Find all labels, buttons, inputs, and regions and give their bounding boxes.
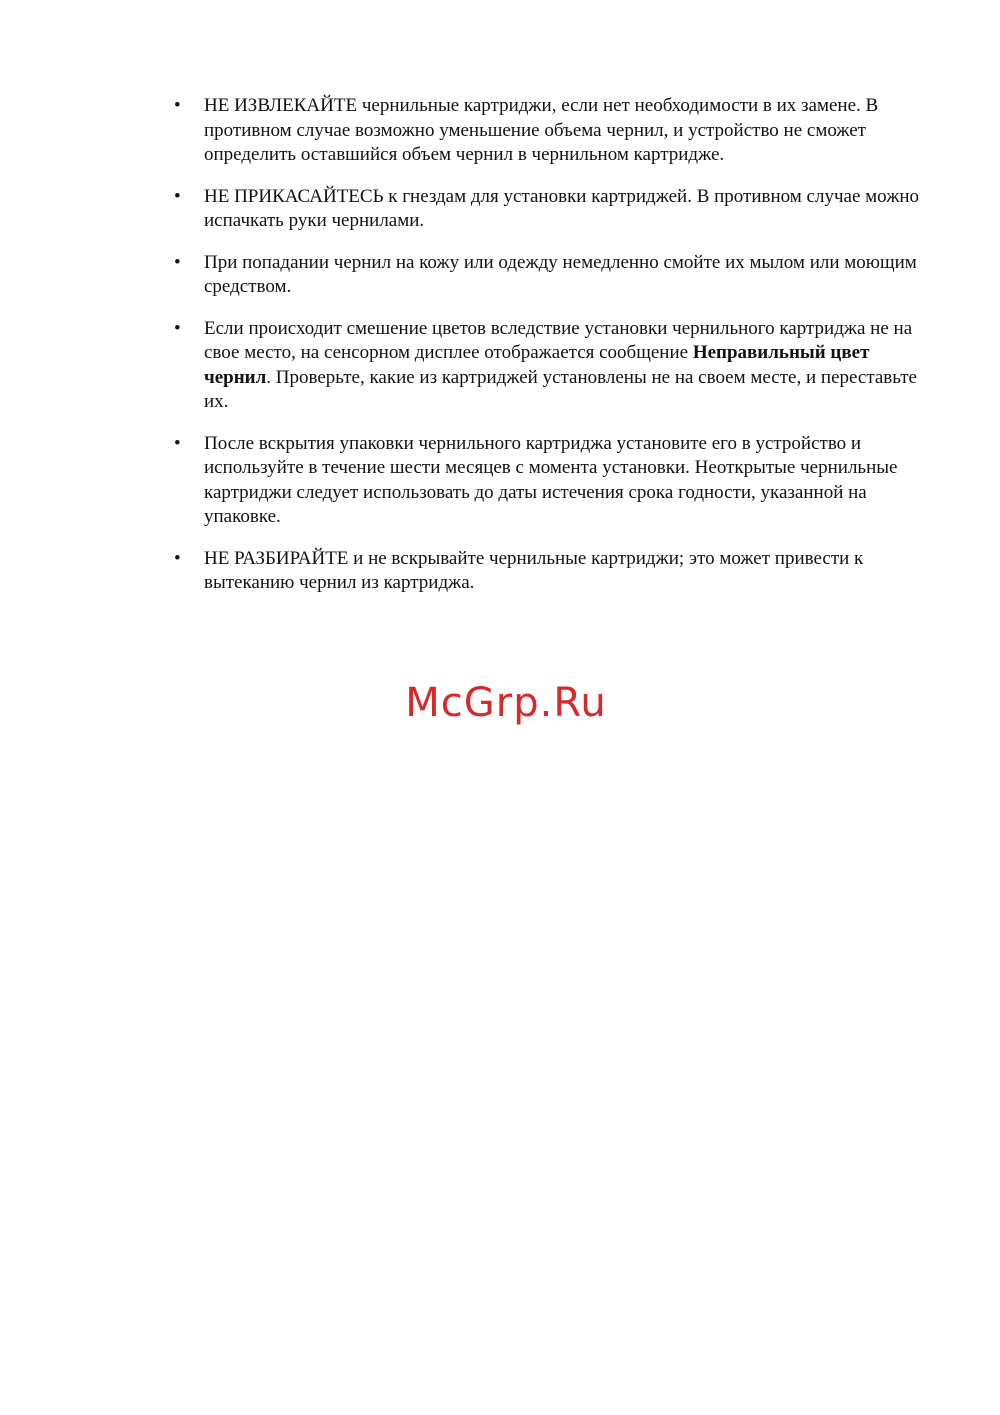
- error-message-name: Неправильный цвет чернил: [204, 342, 870, 388]
- list-item-text: НЕ ПРИКАСАЙТЕСЬ к гнездам для установки картриджей. В противном случае можно испачкать руки чернилами.: [204, 185, 919, 231]
- list-item-text: НЕ ИЗВЛЕКАЙТЕ чернильные картриджи, если нет необходимости в их замене. В противном случае возможно уменьшение объема чернил, и устройство не сможет определить оставшийся объем чернил в чернильном картридже.: [204, 95, 879, 165]
- bullet-icon: •: [174, 251, 181, 273]
- bullet-icon: •: [174, 317, 181, 339]
- list-item: [174, 185, 934, 234]
- list-item-text: НЕ РАЗБИРАЙТЕ и не вскрывайте чернильные картриджи; это может привести к вытеканию чернил из картриджа.: [204, 547, 864, 593]
- precautions-list: [174, 94, 934, 613]
- bullet-icon: •: [174, 185, 181, 207]
- list-item: [174, 317, 934, 415]
- list-item: [174, 94, 934, 168]
- bullet-icon: •: [174, 432, 181, 454]
- list-item: [174, 547, 934, 596]
- bullet-icon: •: [174, 547, 181, 569]
- list-item: [174, 432, 934, 530]
- list-item-text: При попадании чернил на кожу или одежду немедленно смойте их мылом или моющим средством.: [204, 251, 917, 297]
- list-item-text: После вскрытия упаковки чернильного картриджа установите его в устройство и используйте в течение шести месяцев с момента установки. Неоткрытые чернильные картриджи следует использовать до даты истечения срока годности, указанной на упаковке.: [204, 432, 898, 527]
- watermark-text: McGrp.Ru: [405, 680, 607, 726]
- list-item-text-after: . Проверьте, какие из картриджей установлены не на своем месте, и переставьте их.: [204, 366, 917, 412]
- list-item-text-before: Если происходит смешение цветов вследствие установки чернильного картриджа не на свое место, на сенсорном дисплее отображается сообщение: [204, 317, 913, 363]
- bullet-icon: •: [174, 95, 181, 116]
- list-item: [174, 251, 934, 300]
